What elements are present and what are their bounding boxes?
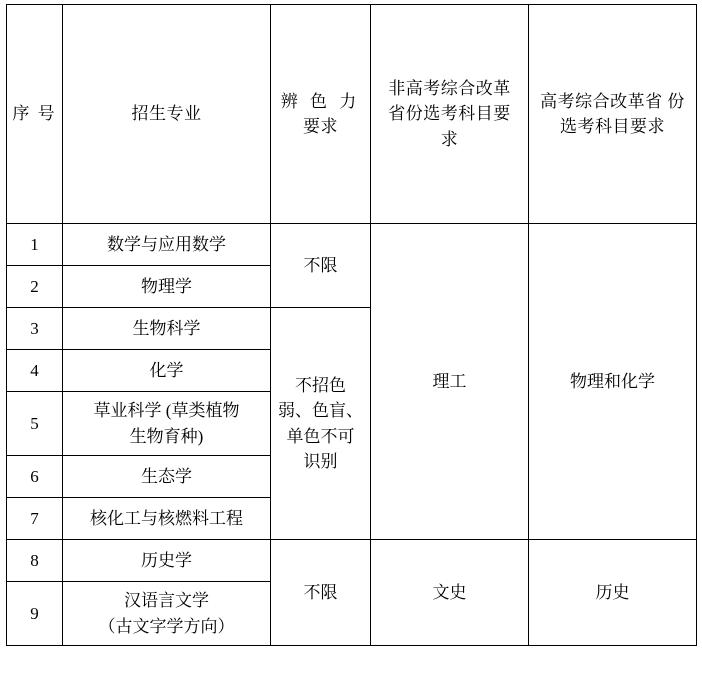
row-serial-number: 4 bbox=[7, 350, 63, 392]
row-serial-number: 9 bbox=[7, 582, 63, 646]
color-line: 识别 bbox=[303, 452, 338, 471]
non-reform-subject-group-2: 文史 bbox=[371, 540, 529, 646]
major-line: 草业科学 (草类植物 bbox=[93, 401, 240, 420]
major-line: 汉语言文学 bbox=[124, 591, 209, 610]
header-serial-number: 序 号 bbox=[7, 5, 63, 224]
row-serial-number: 3 bbox=[7, 308, 63, 350]
row-major-name bbox=[63, 392, 271, 456]
table-body bbox=[7, 224, 697, 646]
color-line: 不限 bbox=[303, 255, 338, 275]
major-line: 历史学 bbox=[141, 550, 192, 570]
non-reform-subject-group-1: 理工 bbox=[371, 224, 529, 540]
table-header-row bbox=[7, 5, 697, 224]
row-serial-number: 8 bbox=[7, 540, 63, 582]
color-line: 不招色 bbox=[295, 375, 346, 395]
row-serial-number: 1 bbox=[7, 224, 63, 266]
color-requirement-group-3 bbox=[271, 540, 371, 646]
header-non-reform-line-2: 省份选考科目要 bbox=[388, 104, 511, 124]
row-serial-number: 6 bbox=[7, 456, 63, 498]
row-serial-number: 5 bbox=[7, 392, 63, 456]
table-header bbox=[7, 5, 697, 224]
row-major-name bbox=[63, 224, 271, 266]
major-line: 核化工与核燃料工程 bbox=[90, 508, 243, 528]
major-line: （古文字学方向） bbox=[98, 616, 235, 636]
row-major-name bbox=[63, 582, 271, 646]
header-reform-line-3: 选考科目要求 bbox=[560, 117, 665, 136]
major-line: 物理学 bbox=[141, 276, 192, 296]
color-line: 弱、色盲、 bbox=[278, 401, 363, 420]
header-reform-line-1: 高考综合改革省 bbox=[540, 91, 663, 111]
major-line: 生物科学 bbox=[132, 318, 201, 338]
header-reform-line-2: 份 bbox=[667, 91, 685, 111]
table-row bbox=[7, 224, 697, 266]
reform-subject-group-2: 历史 bbox=[529, 540, 697, 646]
color-requirement-group-2 bbox=[271, 308, 371, 540]
header-color-line-1: 辨 色 力 bbox=[280, 91, 361, 111]
row-major-name bbox=[63, 498, 271, 540]
row-serial-number: 7 bbox=[7, 498, 63, 540]
major-line: 生态学 bbox=[141, 466, 192, 486]
row-major-name bbox=[63, 308, 271, 350]
table-row bbox=[7, 540, 697, 582]
header-color-vision-requirement bbox=[271, 5, 371, 224]
row-major-name bbox=[63, 456, 271, 498]
header-major-name: 招生专业 bbox=[63, 5, 271, 224]
major-line: 数学与应用数学 bbox=[107, 234, 226, 254]
row-major-name bbox=[63, 350, 271, 392]
reform-subject-group-1: 物理和化学 bbox=[529, 224, 697, 540]
major-line: 生物育种) bbox=[129, 426, 204, 446]
header-non-reform-line-3: 求 bbox=[440, 129, 459, 149]
row-major-name bbox=[63, 540, 271, 582]
header-color-line-2: 要求 bbox=[303, 117, 338, 136]
color-requirement-group-1 bbox=[271, 224, 371, 308]
header-non-reform-line-1: 非高考综合改革 bbox=[388, 78, 511, 98]
color-line: 单色不可 bbox=[286, 426, 355, 446]
header-non-reform-province-subject bbox=[371, 5, 529, 224]
color-line: 不限 bbox=[303, 582, 338, 602]
header-reform-province-subject bbox=[529, 5, 697, 224]
document-page bbox=[0, 4, 702, 692]
major-line: 化学 bbox=[149, 360, 184, 380]
major-requirements-table bbox=[6, 4, 697, 646]
row-serial-number: 2 bbox=[7, 266, 63, 308]
row-major-name bbox=[63, 266, 271, 308]
